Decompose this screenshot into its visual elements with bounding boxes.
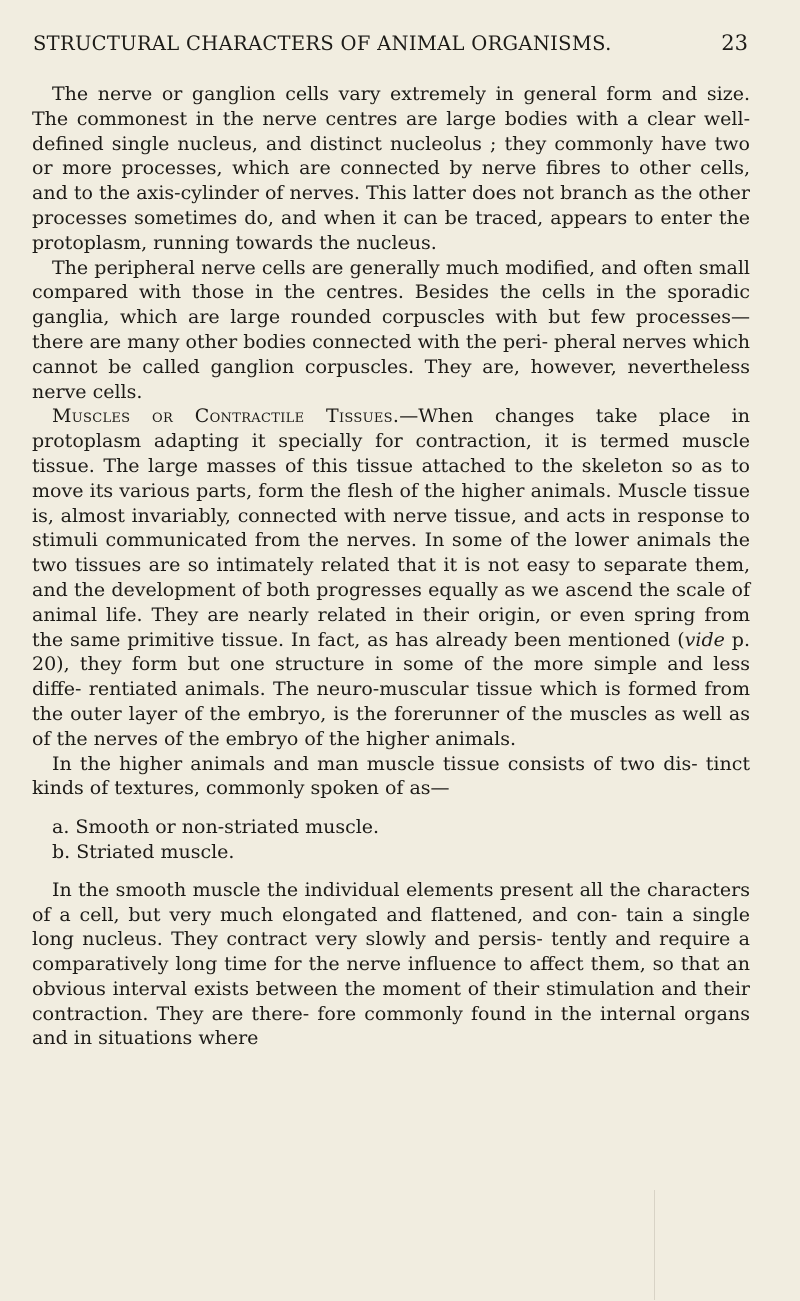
scan-crease-line — [654, 1190, 655, 1300]
vide-reference: vide — [684, 628, 725, 651]
running-head: STRUCTURAL CHARACTERS OF ANIMAL ORGANISMS. — [33, 32, 612, 55]
paragraph-muscles — [32, 404, 750, 751]
page-number: 23 — [721, 31, 748, 55]
muscles-text-part-2: p. 20), they form but one structure in some of the more simple and less diffe- rentiated animals. The neuro-muscular tissue which is formed from the outer layer of the embryo, is the forerunner of the muscles as well as of the nerves of the embryo of the higher animals. — [32, 628, 750, 750]
paragraph-muscle-kinds: In the higher animals and man muscle tissue consists of two dis- tinct kinds of textures, commonly spoken of as— — [32, 752, 750, 800]
list-item-smooth-muscle: a. Smooth or non-striated muscle. — [52, 816, 380, 839]
list-item-striated-muscle: b. Striated muscle. — [52, 840, 235, 863]
section-heading-muscles: Muscles or Contractile Tissues. — [52, 405, 400, 428]
page-header — [33, 32, 748, 60]
paragraph-smooth-muscle: In the smooth muscle the individual elements present all the characters of a cell, but very much elongated and flattened, and con- tain a single long nucleus. They contract very slowly and persis- tently and require a comparatively long time for the nerve influence to affect them, so that an obvious interval exists between the moment of their stimulation and their contraction. They are there- fore commonly found in the internal organs and in situations where — [32, 878, 750, 1050]
muscle-types-list — [32, 815, 750, 865]
body-text — [32, 82, 750, 1051]
muscles-text-part-1: —When changes take place in protoplasm adapting it specially for contraction, it is termed muscle tissue. The large masses of this tissue attached to the skeleton so as to move its various parts, form the flesh of the higher animals. Muscle tissue is, almost invariably, connected with nerve tissue, and acts in response to stimuli communicated from the nerves. In some of the lower animals the two tissues are so intimately related that it is not easy to separate them, and the development of both progresses equally as we ascend the scale of animal life. They are nearly related in their origin, or even spring from the same primitive tissue. In fact, as has already been mentioned ( — [32, 405, 750, 651]
paragraph-ganglion-cells: The nerve or ganglion cells vary extremely in general form and size. The commonest in the nerve centres are large bodies with a clear well-defined single nucleus, and distinct nucleolus ; they commonly have two or more processes, which are connected by nerve fibres to other cells, and to the axis-cylinder of nerves. This latter does not branch as the other processes sometimes do, and when it can be traced, appears to enter the protoplasm, running towards the nucleus. — [32, 83, 750, 254]
paragraph-peripheral-nerve-cells: The peripheral nerve cells are generally much modified, and often small compared with those in the centres. Besides the cells in the sporadic ganglia, which are large rounded corpuscles with but few processes—there are many other bodies connected with the peri- pheral nerves which cannot be called ganglion corpuscles. They are, however, nevertheless nerve cells. — [32, 256, 750, 403]
